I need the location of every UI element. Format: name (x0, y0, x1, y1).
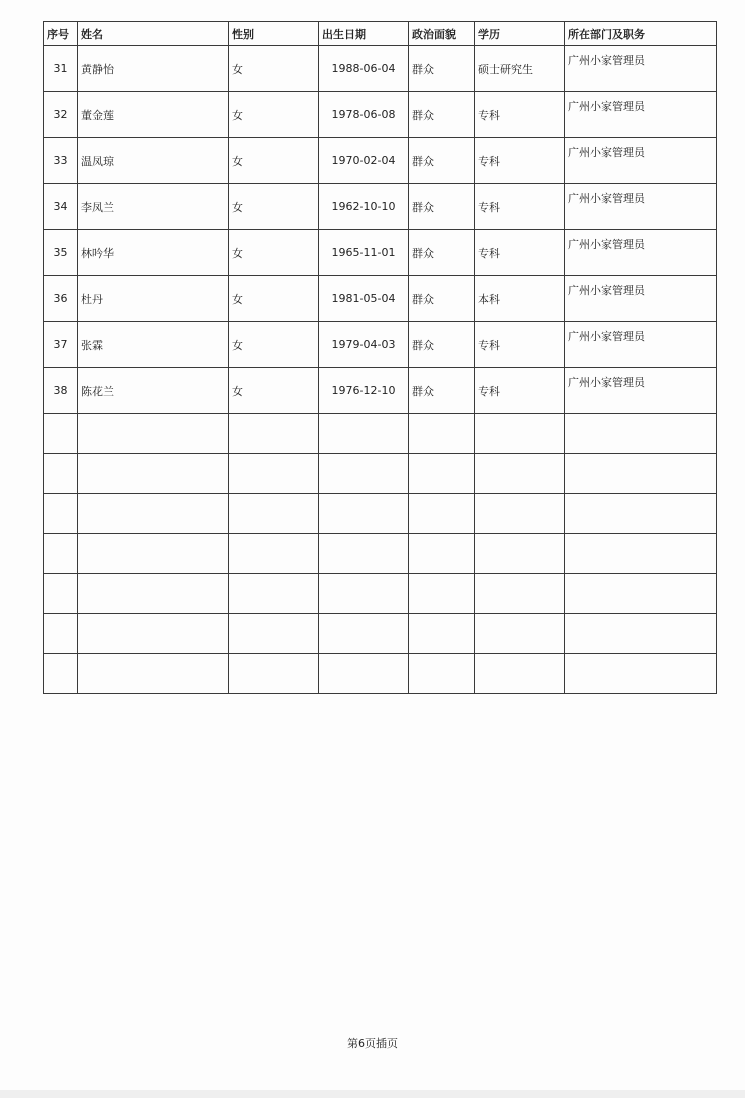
table-row (44, 276, 717, 322)
table-row (44, 230, 717, 276)
empty-cell (409, 614, 475, 654)
cell-political-status: 群众 (409, 322, 475, 368)
cell-education: 专科 (475, 138, 565, 184)
empty-cell (565, 414, 717, 454)
cell-political-status: 群众 (409, 368, 475, 414)
empty-cell (319, 534, 409, 574)
empty-cell (319, 574, 409, 614)
empty-cell (229, 654, 319, 694)
empty-cell (409, 494, 475, 534)
empty-cell (409, 534, 475, 574)
cell-birth-date: 1965-11-01 (319, 230, 409, 276)
table-row (44, 322, 717, 368)
empty-table-row (44, 454, 717, 494)
header-gender: 性别 (229, 22, 319, 46)
cell-education: 专科 (475, 368, 565, 414)
cell-political-status: 群众 (409, 46, 475, 92)
cell-birth-date: 1979-04-03 (319, 322, 409, 368)
empty-cell (565, 494, 717, 534)
table-row (44, 368, 717, 414)
cell-no: 32 (44, 92, 78, 138)
empty-cell (475, 574, 565, 614)
cell-education: 专科 (475, 92, 565, 138)
table-row (44, 92, 717, 138)
cell-no: 35 (44, 230, 78, 276)
header-education: 学历 (475, 22, 565, 46)
cell-gender: 女 (229, 230, 319, 276)
empty-cell (229, 414, 319, 454)
empty-table-row (44, 614, 717, 654)
empty-cell (44, 654, 78, 694)
empty-table-row (44, 654, 717, 694)
empty-cell (78, 414, 229, 454)
empty-cell (319, 654, 409, 694)
empty-cell (44, 414, 78, 454)
cell-name: 张霖 (78, 322, 229, 368)
scan-edge (0, 1090, 745, 1098)
cell-education: 专科 (475, 184, 565, 230)
empty-cell (78, 654, 229, 694)
cell-department-position: 广州小家管理员 (565, 276, 717, 322)
empty-cell (44, 614, 78, 654)
table-row (44, 184, 717, 230)
cell-department-position: 广州小家管理员 (565, 368, 717, 414)
empty-cell (409, 414, 475, 454)
empty-cell (565, 654, 717, 694)
cell-education: 硕士研究生 (475, 46, 565, 92)
cell-political-status: 群众 (409, 92, 475, 138)
cell-birth-date: 1981-05-04 (319, 276, 409, 322)
header-name: 姓名 (78, 22, 229, 46)
cell-birth-date: 1976-12-10 (319, 368, 409, 414)
cell-no: 33 (44, 138, 78, 184)
header-no: 序号 (44, 22, 78, 46)
table-header-row (44, 22, 717, 46)
empty-cell (475, 654, 565, 694)
cell-birth-date: 1988-06-04 (319, 46, 409, 92)
empty-cell (78, 534, 229, 574)
empty-cell (78, 574, 229, 614)
empty-cell (319, 494, 409, 534)
empty-cell (475, 414, 565, 454)
cell-no: 34 (44, 184, 78, 230)
cell-education: 专科 (475, 322, 565, 368)
empty-table-row (44, 494, 717, 534)
cell-political-status: 群众 (409, 230, 475, 276)
empty-cell (565, 614, 717, 654)
empty-cell (78, 494, 229, 534)
empty-cell (319, 614, 409, 654)
empty-cell (475, 454, 565, 494)
cell-no: 31 (44, 46, 78, 92)
empty-cell (565, 574, 717, 614)
empty-cell (409, 574, 475, 614)
empty-cell (229, 574, 319, 614)
empty-cell (565, 534, 717, 574)
cell-political-status: 群众 (409, 138, 475, 184)
empty-cell (44, 534, 78, 574)
cell-name: 董金莲 (78, 92, 229, 138)
cell-department-position: 广州小家管理员 (565, 46, 717, 92)
cell-birth-date: 1978-06-08 (319, 92, 409, 138)
empty-cell (319, 414, 409, 454)
empty-cell (229, 534, 319, 574)
cell-gender: 女 (229, 184, 319, 230)
empty-table-row (44, 574, 717, 614)
empty-cell (44, 574, 78, 614)
cell-name: 黄静怡 (78, 46, 229, 92)
empty-cell (78, 614, 229, 654)
cell-gender: 女 (229, 92, 319, 138)
cell-birth-date: 1962-10-10 (319, 184, 409, 230)
empty-cell (229, 494, 319, 534)
empty-cell (409, 454, 475, 494)
header-political-status: 政治面貌 (409, 22, 475, 46)
cell-political-status: 群众 (409, 276, 475, 322)
empty-cell (229, 614, 319, 654)
empty-table-row (44, 534, 717, 574)
empty-table-row (44, 414, 717, 454)
header-birth-date: 出生日期 (319, 22, 409, 46)
cell-birth-date: 1970-02-04 (319, 138, 409, 184)
cell-gender: 女 (229, 276, 319, 322)
cell-gender: 女 (229, 368, 319, 414)
empty-cell (475, 534, 565, 574)
empty-cell (319, 454, 409, 494)
empty-cell (44, 494, 78, 534)
cell-name: 温凤琼 (78, 138, 229, 184)
cell-political-status: 群众 (409, 184, 475, 230)
empty-cell (44, 454, 78, 494)
empty-cell (475, 494, 565, 534)
cell-no: 38 (44, 368, 78, 414)
cell-education: 专科 (475, 230, 565, 276)
empty-cell (475, 614, 565, 654)
cell-gender: 女 (229, 46, 319, 92)
personnel-table (43, 21, 717, 694)
table-row (44, 138, 717, 184)
cell-no: 37 (44, 322, 78, 368)
cell-gender: 女 (229, 322, 319, 368)
cell-name: 杜丹 (78, 276, 229, 322)
empty-cell (229, 454, 319, 494)
page-footer-label: 第6页插页 (347, 1037, 398, 1050)
cell-department-position: 广州小家管理员 (565, 322, 717, 368)
cell-name: 陈花兰 (78, 368, 229, 414)
empty-cell (565, 454, 717, 494)
cell-name: 李凤兰 (78, 184, 229, 230)
cell-department-position: 广州小家管理员 (565, 230, 717, 276)
empty-cell (409, 654, 475, 694)
header-department-position: 所在部门及职务 (565, 22, 717, 46)
cell-education: 本科 (475, 276, 565, 322)
cell-department-position: 广州小家管理员 (565, 138, 717, 184)
cell-department-position: 广州小家管理员 (565, 184, 717, 230)
cell-name: 林吟华 (78, 230, 229, 276)
table-row (44, 46, 717, 92)
cell-department-position: 广州小家管理员 (565, 92, 717, 138)
empty-cell (78, 454, 229, 494)
cell-no: 36 (44, 276, 78, 322)
cell-gender: 女 (229, 138, 319, 184)
